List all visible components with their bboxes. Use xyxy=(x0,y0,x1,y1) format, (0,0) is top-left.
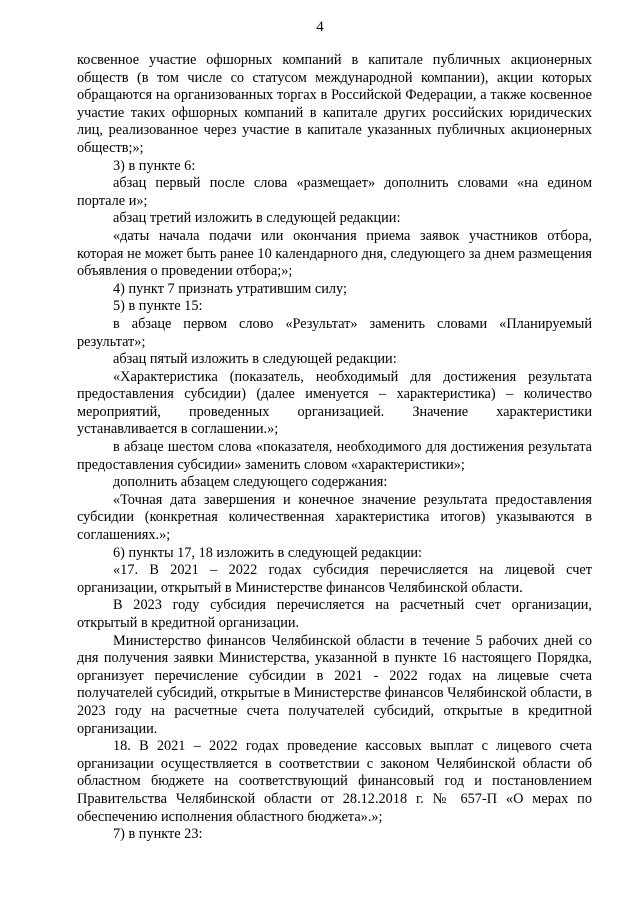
document-body xyxy=(77,52,592,844)
paragraph: абзац третий изложить в следующей редакции: xyxy=(113,210,401,227)
page-number: 4 xyxy=(316,19,324,35)
paragraph: Министерство финансов Челябинской области в течение 5 рабочих дней со дня получения заявки Министерства, указанной в пункте 16 настоящего Порядка, организует перечисление субсидии в 2021 - 2022 годах на лицевые счета получателей субсидий, открытые в Министерстве финансов Челябинской области, в 2023 году на расчетные счета получателей субсидий, открытые в кредитной организации. xyxy=(77,632,592,737)
paragraph: 7) в пункте 23: xyxy=(113,826,203,843)
paragraph: косвенное участие офшорных компаний в капитале публичных акционерных обществ (в том числе со статусом международной компании), акции которых обращаются на организованных торгах в Российской Федерации, а также косвенное участие таких офшорных компаний в капитале других российских юридических лиц, реализованное через участие в капитале указанных публичных акционерных обществ;»; xyxy=(77,52,592,156)
paragraph: 4) пункт 7 признать утратившим силу; xyxy=(113,280,347,297)
paragraph: «Точная дата завершения и конечное значение результата предоставления субсидии (конкретная количественная характеристика итогов) указываются в соглашениях.»; xyxy=(77,491,592,544)
paragraph: «17. В 2021 – 2022 годах субсидия перечисляется на лицевой счет организации, открытый в Министерстве финансов Челябинской области. xyxy=(77,562,592,596)
paragraph: 3) в пункте 6: xyxy=(113,157,196,174)
paragraph: «Характеристика (показатель, необходимый для достижения результата предоставления субсидии) (далее именуется – характеристика) – количество мероприятий, проведенных организацией. Значение характеристики устанавливается в соглашении.»; xyxy=(77,368,592,438)
paragraph: «даты начала подачи или окончания приема заявок участников отбора, которая не может быть ранее 10 календарного дня, следующего за днем размещения объявления о проведении отбора;»; xyxy=(77,227,592,280)
paragraph: абзац пятый изложить в следующей редакции: xyxy=(113,351,397,368)
paragraph: абзац первый после слова «размещает» дополнить словами «на едином портале и»; xyxy=(77,175,592,209)
paragraph: в абзаце первом слово «Результат» заменить словами «Планируемый результат»; xyxy=(77,315,592,350)
paragraph: 6) пункты 17, 18 изложить в следующей редакции: xyxy=(113,544,422,561)
paragraph: в абзаце шестом слова «показателя, необходимого для достижения результата предоставления субсидии» заменить словом «характеристики»; xyxy=(77,439,592,473)
paragraph: дополнить абзацем следующего содержания: xyxy=(113,474,388,491)
paragraph: 18. В 2021 – 2022 годах проведение кассовых выплат с лицевого счета организации осуществляется в соответствии с законом Челябинской области об областном бюджете на соответствующий финансовый год и постановлением Правительства Челябинской области от 28.12.2018 г. № 657-П «О мерах по обеспечению исполнения областного бюджета».»; xyxy=(77,738,592,825)
paragraph: В 2023 году субсидия перечисляется на расчетный счет организации, открытый в кредитной организации. xyxy=(77,597,592,631)
paragraph: 5) в пункте 15: xyxy=(113,298,203,315)
